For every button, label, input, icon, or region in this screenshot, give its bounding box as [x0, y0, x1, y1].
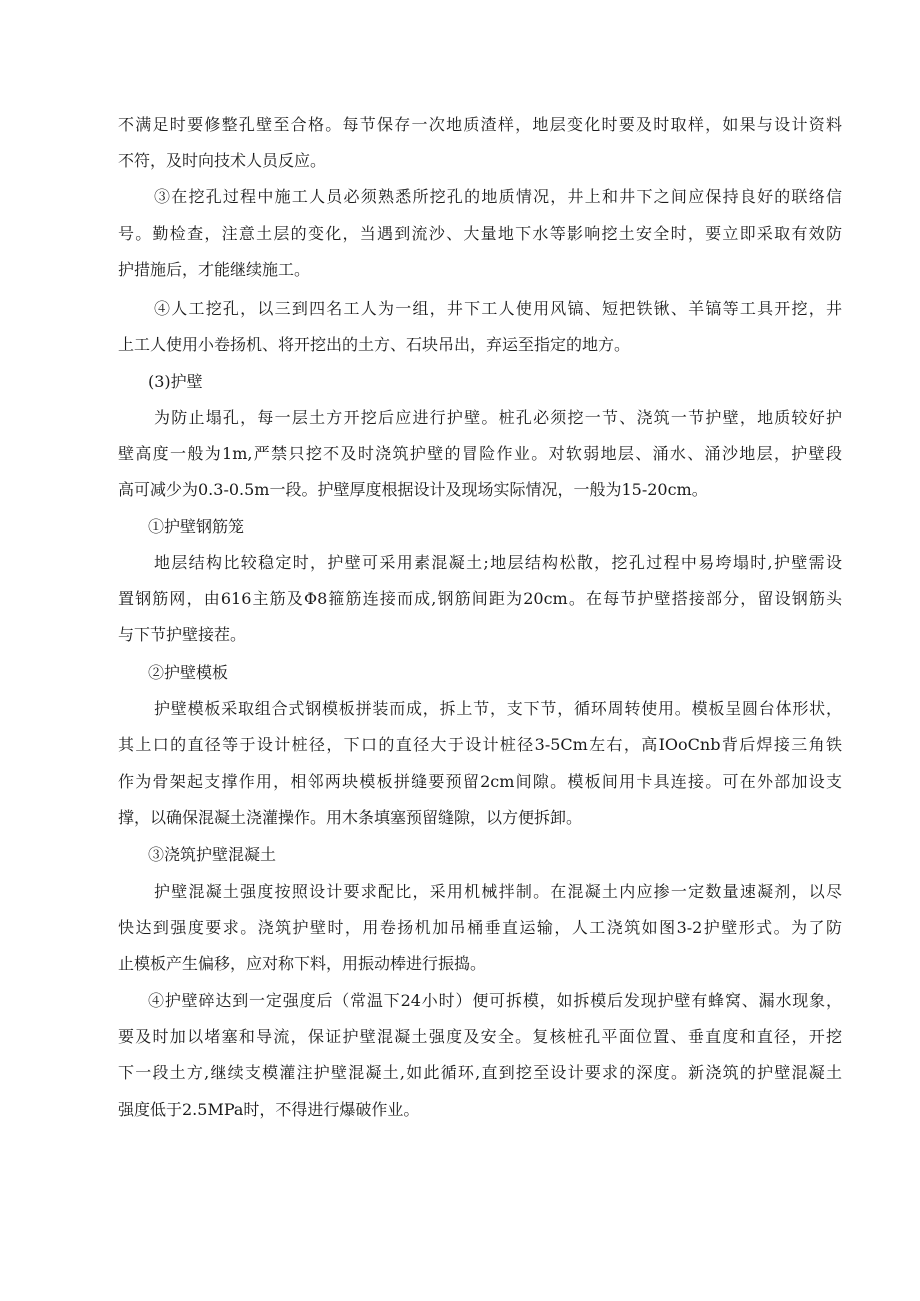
text-line: 地层结构比较稳定时，护壁可采用素混凝土;地层结构松散，挖孔过程中易垮塌时,护壁需设: [154, 553, 842, 572]
text-line: 不符，及时向技术人员反应。: [118, 151, 327, 170]
text-line: 作为骨架起支撑作用，相邻两块模板拼缝要预留2cm间隙。模板间用卡具连接。可在外部加设支: [118, 772, 842, 791]
text-line: 止模板产生偏移，应对称下料，用振动棒进行振捣。: [118, 954, 487, 973]
text-line: 号。勤检查，注意土层的变化，当遇到流沙、大量地下水等影响挖土安全时，要立即采取有效防: [118, 224, 842, 243]
text-line: 撑，以确保混凝土浇灌操作。用木条填塞预留缝隙，以方便拆卸。: [118, 808, 583, 827]
text-line: ④人工挖孔，以三到四名工人为一组，井下工人使用风镐、短把铁锹、羊镐等工具开挖，井: [154, 299, 842, 318]
subsection-heading: ②护壁模板: [148, 663, 229, 682]
text-line: 壁高度一般为1m,严禁只挖不及时浇筑护壁的冒险作业。对软弱地层、涌水、涌沙地层，护壁段: [118, 444, 842, 463]
text-line: ④护壁碎达到一定强度后（常温下24小时）便可拆模，如拆模后发现护壁有蜂窝、漏水现象，: [148, 991, 842, 1010]
text-line: 其上口的直径等于设计桩径，下口的直径大于设计桩径3-5Cm左右，高IOoCnb背后焊接三角铁: [118, 735, 842, 754]
text-line: 要及时加以堵塞和导流，保证护壁混凝土强度及安全。复核桩孔平面位置、垂直度和直径，开挖: [118, 1027, 842, 1046]
subsection-heading: ①护壁钢筋笼: [148, 517, 245, 536]
text-line: 上工人使用小卷扬机、将开挖出的土方、石块吊出，弃运至指定的地方。: [118, 335, 631, 354]
text-line: 下一段土方,继续支模灌注护壁混凝土,如此循环,直到挖至设计要求的深度。新浇筑的护壁混凝土: [118, 1063, 842, 1082]
text-line: 不满足时要修整孔壁至合格。每节保存一次地质渣样，地层变化时要及时取样，如果与设计资料: [118, 115, 842, 134]
text-line: 快达到强度要求。浇筑护壁时，用卷扬机加吊桶垂直运输，人工浇筑如图3-2护壁形式。为了防: [118, 918, 842, 937]
text-line: 护壁模板采取组合式钢模板拼装而成，拆上节，支下节，循环周转使用。模板呈圆台体形状，: [154, 699, 842, 718]
text-line: 与下节护壁接茬。: [118, 625, 247, 644]
text-line: 为防止塌孔，每一层土方开挖后应进行护壁。桩孔必须挖一节、浇筑一节护壁，地质较好护: [154, 408, 842, 427]
text-line: 置钢筋网，由616主筋及Φ8箍筋连接而成,钢筋间距为20cm。在每节护壁搭接部分，留设钢筋头: [118, 589, 842, 608]
text-line: 强度低于2.5MPa时，不得进行爆破作业。: [118, 1100, 420, 1119]
text-line: ③在挖孔过程中施工人员必须熟悉所挖孔的地质情况，井上和井下之间应保持良好的联络信: [154, 187, 842, 206]
text-line: 高可减少为0.3-0.5m一段。护壁厚度根据设计及现场实际情况，一般为15-20cm。: [118, 480, 708, 499]
subsection-heading: ③浇筑护壁混凝土: [148, 845, 277, 864]
text-line: 护措施后，才能继续施工。: [118, 260, 311, 279]
section-heading: (3)护壁: [148, 372, 203, 391]
text-line: 护壁混凝土强度按照设计要求配比，采用机械拌制。在混凝土内应掺一定数量速凝剂，以尽: [154, 882, 842, 901]
